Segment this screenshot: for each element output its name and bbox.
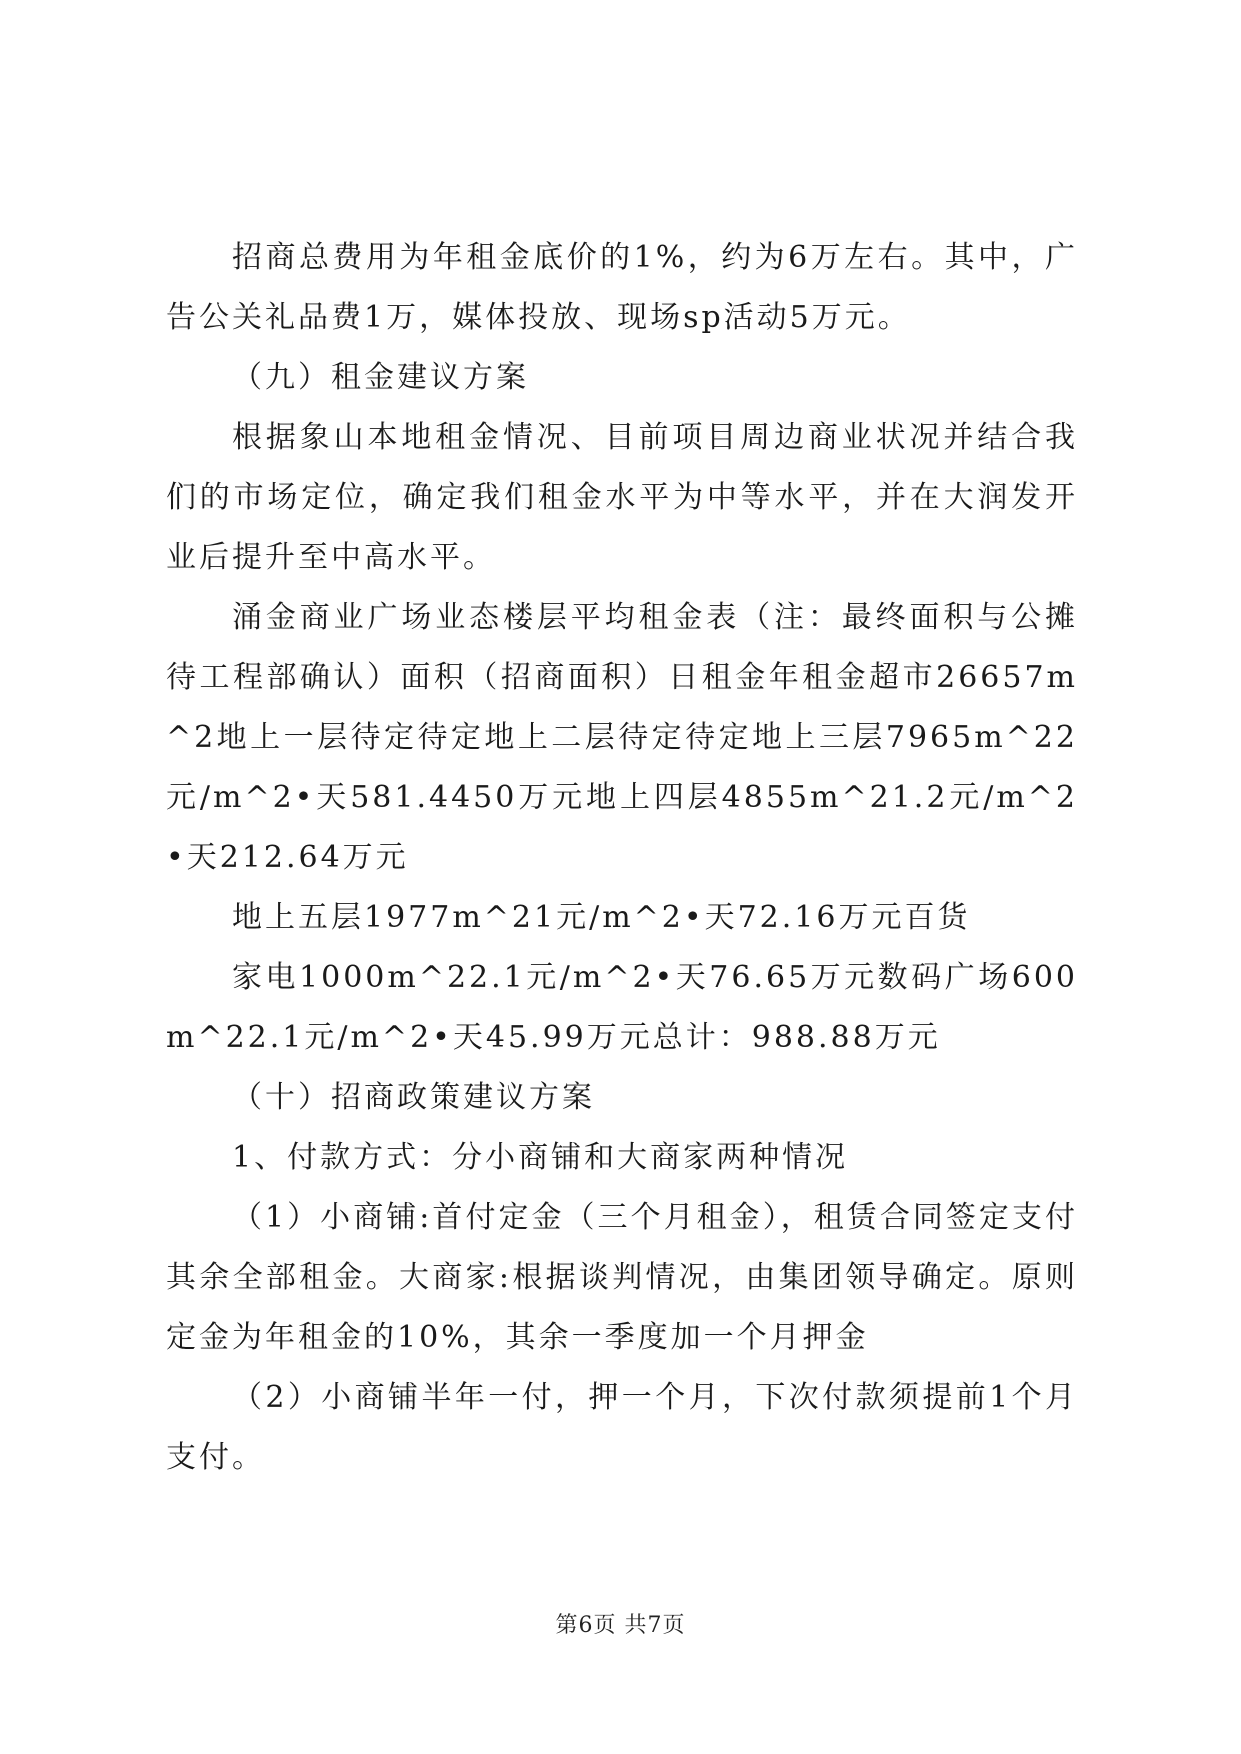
paragraph-appliances-total: 家电1000m^22.1元/m^2•天76.65万元数码广场600m^22.1元/m^2•天45.99万元总计：988.88万元: [166, 960, 1078, 1055]
paragraph-rent-table: 涌金商业广场业态楼层平均租金表（注：最终面积与公摊待工程部确认）面积（招商面积）日租金年租金超市26657m^2地上一层待定待定地上二层待定待定地上三层7965m^22元/m^2•天581.4450万元地上四层4855m^21.2元/m^2•天212.64万元: [166, 600, 1078, 875]
heading-policy-proposal: （十）招商政策建议方案: [232, 1080, 595, 1115]
document-body: [166, 228, 1078, 1488]
paragraph-fees: 招商总费用为年租金底价的1%，约为6万左右。其中，广告公关礼品费1万，媒体投放、现场sp活动5万元。: [166, 240, 1078, 335]
heading-rent-proposal: （九）租金建议方案: [232, 360, 529, 395]
paragraph-fifth-floor: 地上五层1977m^21元/m^2•天72.16万元百货: [232, 900, 971, 935]
paragraph-payment-item-1: （1）小商铺:首付定金（三个月租金），租赁合同签定支付其余全部租金。大商家:根据谈判情况，由集团领导确定。原则定金为年租金的10%，其余一季度加一个月押金: [166, 1200, 1078, 1355]
paragraph-rent-level: 根据象山本地租金情况、目前项目周边商业状况并结合我们的市场定位，确定我们租金水平为中等水平，并在大润发开业后提升至中高水平。: [166, 420, 1078, 575]
page-number: 第6页 共7页: [555, 1613, 686, 1638]
paragraph-payment-method: 1、付款方式：分小商铺和大商家两种情况: [232, 1140, 849, 1175]
paragraph-payment-item-2: （2）小商铺半年一付，押一个月，下次付款须提前1个月支付。: [166, 1380, 1078, 1475]
